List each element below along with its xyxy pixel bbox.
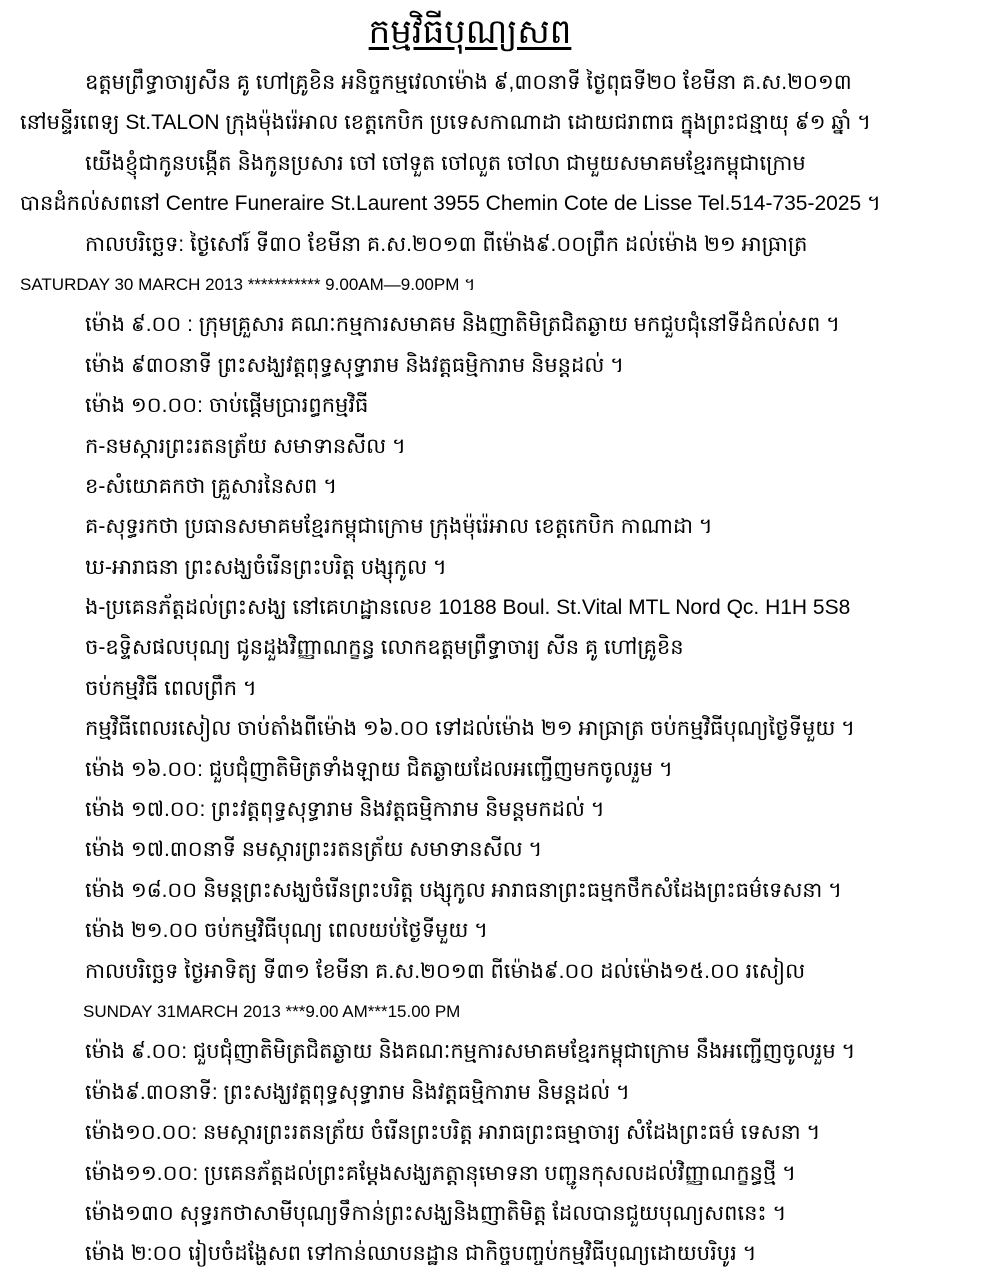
day1-date-english: SATURDAY 30 MARCH 2013 *********** 9.00AM—9.00PM ។ (20, 274, 476, 294)
notice-line: ឧត្តមព្រឹទ្ធាចារ្យសីន គូ ហៅគ្រូខិន អនិច្ចកម្មវេលាម៉ោង ៩,៣០នាទី ថ្ងៃពុធទី២០ ខែមីនា គ.ស.២០១៣ (85, 71, 852, 94)
day2-item: ម៉ោង១០.០០: នមស្ការព្រះរតនត្រ័យ ចំរើនព្រះបរិត្ត អារាធព្រះធម្មាចារ្យ សំដែងព្រះធម៌ ទេសនា ។ (85, 1121, 821, 1145)
day1-evening-item: ម៉ោង ១៧.៣០នាទី នមស្ការព្រះរតនត្រ័យ សមាទានសីល ។ (85, 838, 543, 862)
family-line: បានដំកល់សពនៅ Centre Funeraire St.Laurent 3955 Chemin Cote de Lisse Tel.514-735-2025 ។ (20, 192, 881, 216)
day1-morning-item: ចប់កម្មវិធី ពេលព្រឹក ។ (85, 676, 257, 700)
day1-morning-item: ម៉ោង ១០.០០: ចាប់ផ្តើមប្រារព្ធកម្មវិធី (85, 394, 369, 418)
day1-morning-item: ឃ-អារាធនា ព្រះសង្ឃចំរើនព្រះបរិត្ត បង្សុកូល ។ (85, 555, 447, 579)
day2-item: ម៉ោង១១.០០: ប្រគេនភ័ត្តដល់ព្រះគម្តែងសង្ឃភត្តានុមោទនា បញ្ជូនកុសលដល់វិញ្ញាណក្ខន្ធថ្មី ។ (85, 1161, 796, 1185)
family-line: យើងខ្ញុំជាកូនបង្កើត និងកូនប្រសារ ចៅ ចៅទួត ចៅលួត ចៅលា ជាមួយសមាគមខ្មែរកម្ពុជាក្រោម (85, 151, 806, 175)
day1-evening-item: ម៉ោង ១៨.០០ និមន្តព្រះសង្ឃចំរើនព្រះបរិត្ត បង្សុកូល អារាធនាព្រះធម្មកថឹកសំដែងព្រះធម៌ទេសនា ។ (85, 878, 842, 902)
day2-item: ម៉ោង ២:០០ រៀបចំដង្ហែសព ទៅកាន់ឈាបនដ្ឋាន ជាកិច្ចបញ្ចប់កម្មវិធីបុណ្យដោយបរិបូរ ។ (85, 1242, 757, 1266)
day1-morning-item: ក-នមស្ការព្រះរតនត្រ័យ សមាទានសីល ។ (85, 434, 406, 458)
day1-morning-item: ច-ឧទ្ទិសផលបុណ្យ ជូនដួងវិញ្ញាណក្ខន្ធ លោកឧត្តមព្រឹទ្ធាចារ្យ សីន គូ ហៅគ្រូខិន (85, 636, 684, 660)
day1-morning-item: ម៉ោង ៩.០០ : ក្រុមគ្រួសារ គណៈកម្មការសមាគម និងញាតិមិត្រជិតឆ្ងាយ មកជួបជុំនៅទីដំកល់សព ។ (85, 313, 840, 337)
day1-morning-item: ង-ប្រគេនភ័ត្តដល់ព្រះសង្ឃ នៅគេហដ្ឋានលេខ 10188 Boul. St.Vital MTL Nord Qc. H1H 5S8 (85, 596, 851, 620)
day1-date-khmer: កាលបរិច្ឆេទ: ថ្ងៃសៅរ៍ ទី៣០ ខែមីនា គ.ស.២០១៣ ពីម៉ោង៩.០០ព្រឹក ដល់ម៉ោង ២១ អាធ្រាត្រ (85, 232, 808, 256)
day2-item: ម៉ោង ៩.០០: ជួបជុំញាតិមិត្រជិតឆ្ងាយ និងគណៈកម្មការសមាគមខ្មែរកម្ពុជាក្រោម នឹងអញ្ជើញចូលរួម ។ (85, 1040, 856, 1064)
day1-morning-item: គ-សុទ្ធរកថា ប្រធានសមាគមខ្មែរកម្ពុជាក្រោម ក្រុងម៉ុរ៉េអាល ខេត្តកេបិក កាណាដា ។ (85, 515, 713, 539)
day2-date-khmer: កាលបរិច្ឆេទ ថ្ងៃអាទិត្យ ទី៣១ ខែមីនា គ.ស.២០១៣ ពីម៉ោង៩.០០ ដល់ម៉ោង១៥.០០ រសៀល (85, 959, 806, 983)
day1-evening-item: ម៉ោង ១៦.០០: ជួបជុំញាតិមិត្រទាំងឡាយ ជិតឆ្ងាយដែលអញ្ជើញមកចូលរួម ។ (85, 757, 673, 781)
notice-line: នៅមន្ទីរពេទ្យ St.TALON ក្រុងម៉ុងរ៉េអាល ខេត្តកេបិក ប្រទេសកាណាដា ដោយជរាពាធ ក្នុងព្រះជន្មាយុ ៩១ ឆ្នាំ ។ (20, 111, 871, 135)
document-body (0, 63, 1000, 1275)
day1-evening-item: កម្មវិធីពេលរសៀល ចាប់តាំងពីម៉ោង ១៦.០០ ទៅដល់ម៉ោង ២១ អាធ្រាត្រ ចប់កម្មវិធីបុណ្យថ្ងៃទីមួយ ។ (85, 717, 855, 741)
day1-evening-item: ម៉ោង ២១.០០ ចប់កម្មវិធីបុណ្យ ពេលយប់ថ្ងៃទីមួយ ។ (85, 919, 489, 943)
day1-morning-item: ខ-សំយោគកថា គ្រួសារនៃសព ។ (85, 474, 338, 498)
document-title: កម្មវិធីបុណ្យសព (368, 13, 572, 51)
day2-date-english: SUNDAY 31MARCH 2013 ***9.00 AM***15.00 PM (83, 1001, 461, 1021)
day1-evening-item: ម៉ោង ១៧.០០: ព្រះវត្តពុទ្ធសុទ្ធារាម និងវត្តធម្មិការាម និមន្តមកដល់ ។ (85, 798, 605, 822)
day2-item: ម៉ោង១៣០ សុទ្ធរកថាសាមីបុណ្យទឹកាន់ព្រះសង្ឃនិងញាតិមិត្ត ដែលបានជួយបុណ្យសពនេះ ។ (85, 1201, 787, 1225)
day1-morning-item: ម៉ោង ៩៣០នាទី ព្រះសង្ឃវត្តពុទ្ធសុទ្ធារាម និងវត្តធម្មិការាម និមន្តដល់ ។ (85, 353, 624, 377)
day2-item: ម៉ោង៩.៣០នាទី: ព្រះសង្ឃវត្តពុទ្ធសុទ្ធារាម និងវត្តធម្មិការាម និមន្តដល់ ។ (85, 1080, 630, 1104)
